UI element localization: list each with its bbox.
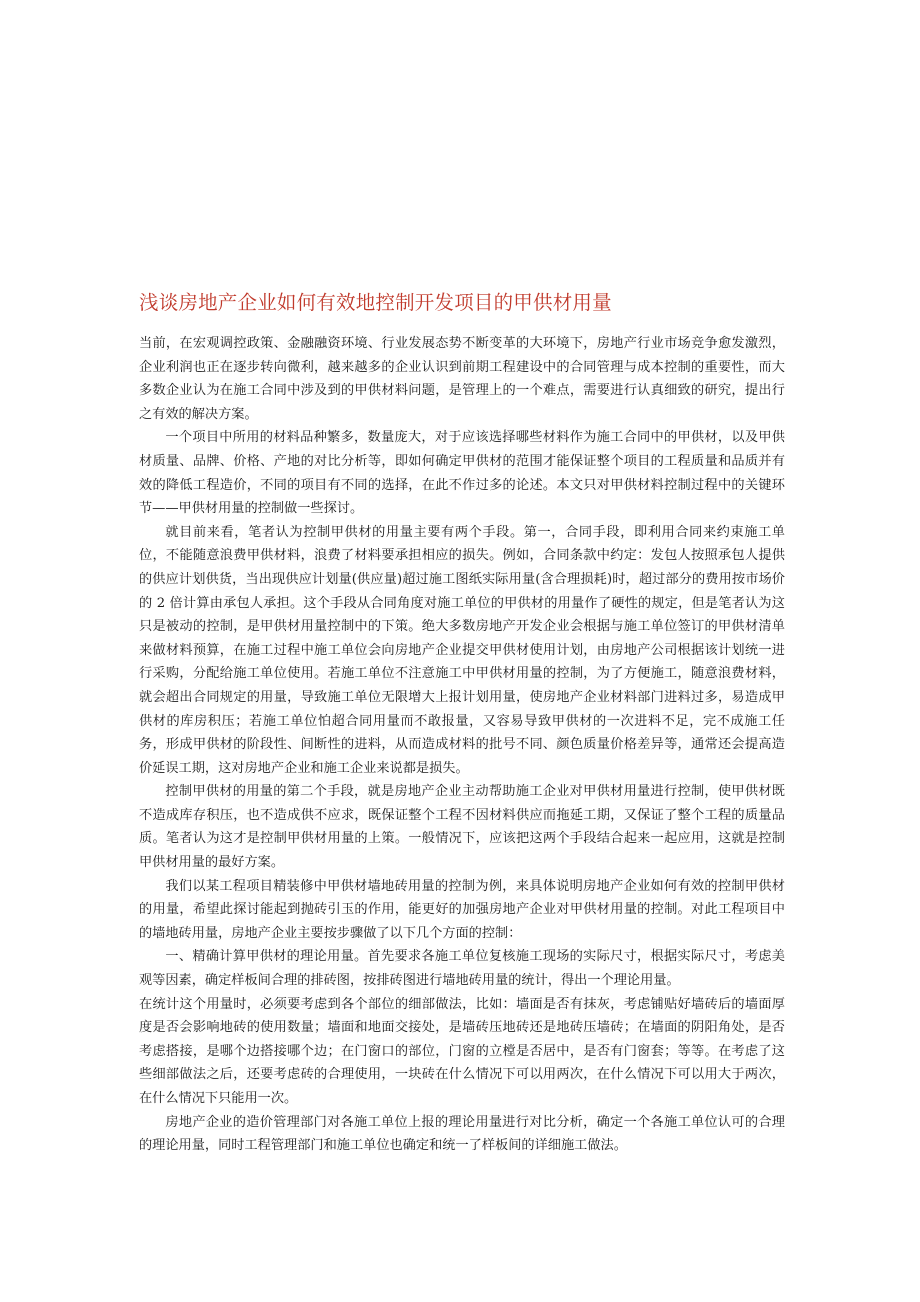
paragraph: 房地产企业的造价管理部门对各施工单位上报的理论用量进行对比分析，确定一个各施工单位认可的合理的理论用量，同时工程管理部门和施工单位也确定和统一了样板间的详细施工做法。 xyxy=(139,1114,785,1154)
document-title: 浅谈房地产企业如何有效地控制开发项目的甲供材用量 xyxy=(139,291,612,314)
document-page xyxy=(139,288,785,1158)
paragraph: 我们以某工程项目精装修中甲供材墙地砖用量的控制为例，来具体说明房地产企业如何有效的控制甲供材的用量，希望此探讨能起到抛砖引玉的作用，能更好的加强房地产企业对甲供材用量的控制。对此工程项目中的墙地砖用量，房地产企业主要按步骤做了以下几个方面的控制： xyxy=(139,878,785,941)
paragraph: 一个项目中所用的材料品种繁多，数量庞大，对于应该选择哪些材料作为施工合同中的甲供材，以及甲供材质量、品牌、价格、产地的对比分析等，即如何确定甲供材的范围才能保证整个项目的工程质量和品质并有效的降低工程造价，不同的项目有不同的选择，在此不作过多的论述。本文只对甲供材料控制过程中的关键环节——甲供材用量的控制做一些探讨。 xyxy=(139,430,785,517)
paragraph: 在统计这个用量时，必须要考虑到各个部位的细部做法，比如：墙面是否有抹灰，考虑铺贴好墙砖后的墙面厚度是否会影响地砖的使用数量；墙面和地面交接处，是墙砖压地砖还是地砖压墙砖；在墙面的阴阳角处，是否考虑搭接，是哪个边搭接哪个边；在门窗口的部位，门窗的立樘是否居中，是否有门窗套；等等。在考虑了这些细部做法之后，还要考虑砖的合理使用，一块砖在什么情况下可以用两次，在什么情况下可以用大于两次，在什么情况下只能用一次。 xyxy=(139,996,785,1106)
paragraph: 一、精确计算甲供材的理论用量。首先要求各施工单位复核施工现场的实际尺寸，根据实际尺寸，考虑美观等因素，确定样板间合理的排砖图，按排砖图进行墙地砖用量的统计，得出一个理论用量。 xyxy=(139,949,785,989)
paragraph: 当前，在宏观调控政策、金融融资环境、行业发展态势不断变革的大环境下，房地产行业市场竞争愈发激烈，企业利润也正在逐步转向微利，越来越多的企业认识到前期工程建设中的合同管理与成本控制的重要性，而大多数企业认为在施工合同中涉及到的甲供材料问题，是管理上的一个难点，需要进行认真细致的研究，提出行之有效的解决方案。 xyxy=(139,336,785,422)
document-body xyxy=(139,332,785,1158)
paragraph: 就目前来看，笔者认为控制甲供材的用量主要有两个手段。第一，合同手段，即利用合同来约束施工单位，不能随意浪费甲供材料，浪费了材料要承担相应的损失。例如，合同条款中约定：发包人按照承包人提供的供应计划供货，当出现供应计划量(供应量)超过施工图纸实际用量(含合理损耗)时，超过部分的费用按市场价的 2 倍计算由承包人承担。这个手段从合同角度对施工单位的甲供材的用量作了硬性的规定，但是笔者认为这只是被动的控制，是甲供材用量控制中的下策。绝大多数房地产开发企业会根据与施工单位签订的甲供材清单来做材料预算，在施工过程中施工单位会向房地产企业提交甲供材使用计划，由房地产公司根据该计划统一进行采购，分配给施工单位使用。若施工单位不注意施工中甲供材用量的控制，为了方便施工，随意浪费材料，就会超出合同规定的用量，导致施工单位无限增大上报计划用量，使房地产企业材料部门进料过多，易造成甲供材的库房积压；若施工单位怕超合同用量而不敢报量，又容易导致甲供材的一次进料不足，完不成施工任务，形成甲供材的阶段性、间断性的进料，从而造成材料的批号不同、颜色质量价格差异等，通常还会提高造价延误工期，这对房地产企业和施工企业来说都是损失。 xyxy=(139,524,785,776)
paragraph: 控制甲供材的用量的第二个手段，就是房地产企业主动帮助施工企业对甲供材用量进行控制，使甲供材既不造成库存积压，也不造成供不应求，既保证整个工程不因材料供应而拖延工期，又保证了整个工程的质量品质。笔者认为这才是控制甲供材用量的上策。一般情况下，应该把这两个手段结合起来一起应用，这就是控制甲供材用量的最好方案。 xyxy=(139,784,785,871)
